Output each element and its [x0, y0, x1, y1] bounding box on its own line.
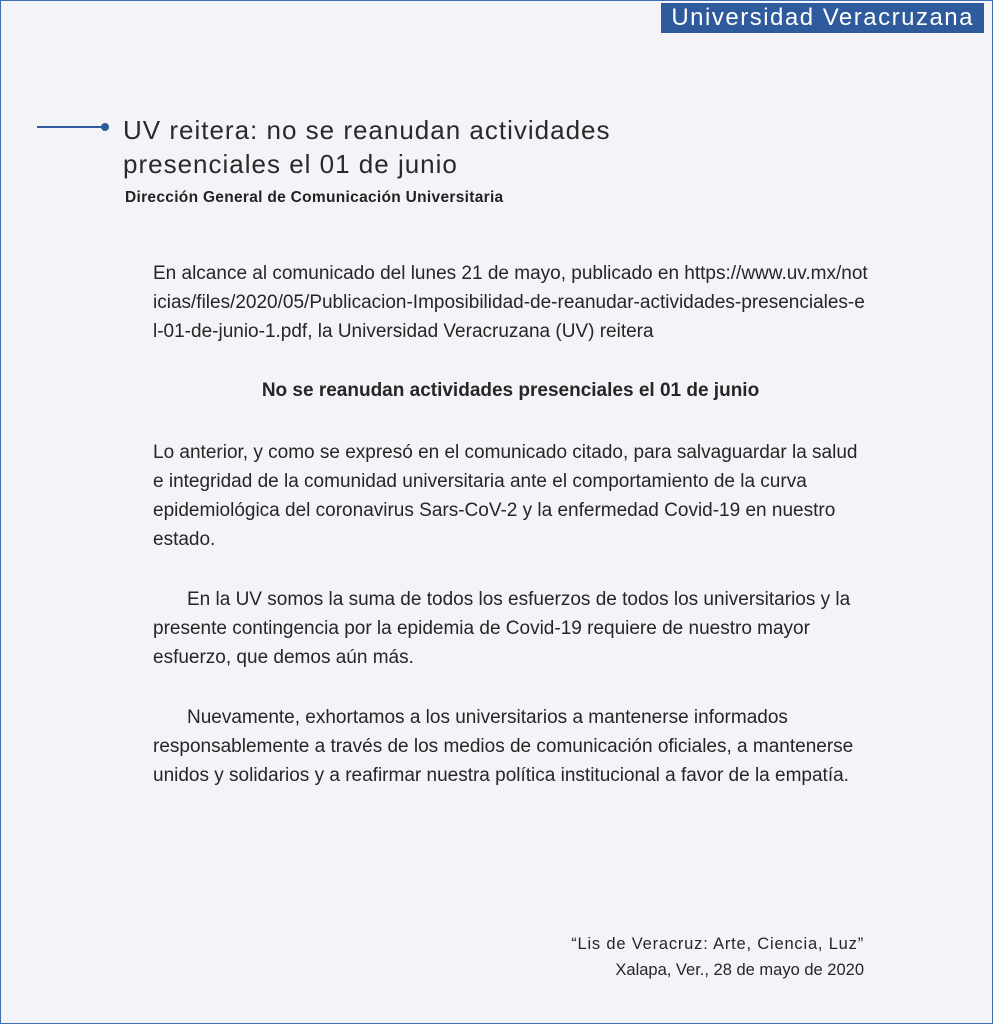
- university-brand-banner: Universidad Veracruzana: [661, 3, 984, 33]
- article-body: [153, 259, 868, 790]
- paragraph-context: Lo anterior, y como se expresó en el comunicado citado, para salvaguardar la salud e integridad de la comunidad universitaria ante el comportamiento de la curva epidemiológica del coronavirus Sars-CoV-2 y la enfermedad Covid-19 en nuestro estado.: [153, 442, 858, 550]
- paragraph-intro: En alcance al comunicado del lunes 21 de mayo, publicado en https://www.uv.mx/noticias/files/2020/05/Publicacion-Imposibilidad-de-reanudar-actividades-presenciales-el-01-de-junio-1.pdf, la Universidad Veracruzana (UV) reitera: [153, 263, 868, 342]
- article-author: Dirección General de Comunicación Universitaria: [125, 189, 504, 206]
- title-bullet-dot-icon: [101, 123, 109, 131]
- signature-block: [571, 931, 864, 983]
- paragraph-effort: En la UV somos la suma de todos los esfuerzos de todos los universitarios y la presente contingencia por la epidemia de Covid-19 requiere de nuestro mayor esfuerzo, que demos aún más.: [153, 589, 851, 668]
- article-title-line1: UV reitera: no se reanudan actividades: [123, 115, 611, 145]
- article-title: [123, 113, 683, 181]
- article-headline: No se reanudan actividades presenciales el 01 de junio: [261, 380, 760, 401]
- place-date: Xalapa, Ver., 28 de mayo de 2020: [615, 961, 864, 979]
- title-accent-line: [37, 126, 103, 128]
- university-motto: “Lis de Veracruz: Arte, Ciencia, Luz”: [571, 935, 864, 953]
- paragraph-exhortation: Nuevamente, exhortamos a los universitarios a mantenerse informados responsablemente a través de los medios de comunicación oficiales, a mantenerse unidos y solidarios y a reafirmar nuestra política institucional a favor de la empatía.: [153, 707, 854, 786]
- article-title-line2: presenciales el 01 de junio: [123, 149, 458, 179]
